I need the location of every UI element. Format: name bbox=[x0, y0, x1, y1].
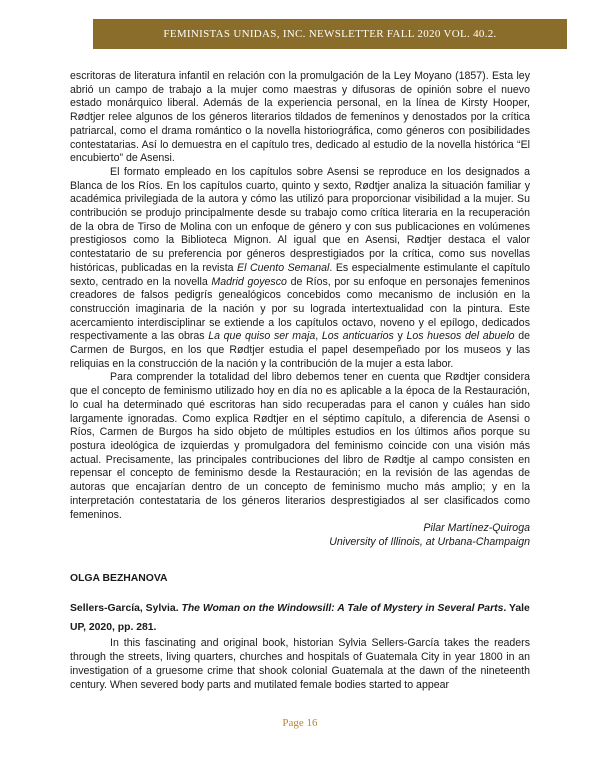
citation-title: The Woman on the Windowsill: A Tale of Mystery in Several Parts bbox=[181, 603, 504, 615]
paragraph-2-text-i: y bbox=[393, 330, 407, 343]
paragraph-1: escritoras de literatura infantil en relación con la promulgación de la Ley Moyano (1857). Esta ley abrió un campo de trabajo a la mujer como maestras y difusoras de opinión sobre el nuevo estado monárquico liberal. Además de la experiencia personal, en la línea de Kirsty Hooper, Rødtjer relee algunos de los géneros literarios tildados de femeninos y denostados por la crítica patriarcal, como el drama romántico o la novella historiográfica, como géneros con posibilidades contestatarias. Así lo demuestra en el capítulo tres, dedicado al estudio de la novella histórica “El encubierto” de Asensi. bbox=[70, 70, 530, 165]
page-number: Page 16 bbox=[282, 717, 318, 729]
page-body bbox=[70, 70, 530, 693]
book-citation bbox=[70, 599, 530, 637]
journal-title-el-cuento-semanal: El Cuento Semanal bbox=[237, 261, 330, 274]
work-title-madrid-goyesco: Madrid goyesco bbox=[211, 275, 287, 288]
newsletter-header-banner bbox=[93, 19, 567, 49]
paragraph-2-text-c: . Es especialmente estimulante el capítulo sexto, centrado en la novella bbox=[70, 261, 530, 288]
paragraph-3: Para comprender la totalidad del libro debemos tener en cuenta que Rødtjer considera que el concepto de feminismo utilizado hoy en día no es aplicable a la época de la Restauración, lo cual ha determinado qué escritoras han sido recuperadas para el canon y cuáles han sido largamente ignoradas. Como explica Rødtjer en el séptimo capítulo, a diferencia de Asensi o Ríos, Carmen de Burgos ha sido objeto de múltiples estudios en los últimos años porque su postura ideológica de izquierdas y promulgadora del feminismo coincide con una visión más actual. Precisamente, las principales contribuciones del libro de Rødtje al campo consisten en repensar el concepto de feminismo desde la Restauración; en la revisión de las agendas de autoras que encajarían dentro de un concepto de feminismo mucho más amplio; y en la interpretación contestataria de los géneros literarios desprestigiados al ser clasificados como femeninos. bbox=[70, 371, 530, 521]
work-title-los-huesos-del-abuelo: Los huesos del abuelo bbox=[406, 330, 515, 343]
paragraph-2-text-e: de Ríos, por su enfoque en personajes femeninos creadores de falsos pedigrís genealógicos concebidos como mecanismo de inclusión en la construcción imaginaria de la nación y por su lograda intertextualidad con la pintura. Este acercamiento interdisciplinar se extiende a los capítulos octavo, noveno y el epílogo, dedicados respectivamente a las obras bbox=[70, 275, 530, 343]
review-paragraph-1: In this fascinating and original book, historian Sylvia Sellers-García takes the readers through the streets, living quarters, churches and hospitals of Guatemala City in year 1800 in an investigation of a gruesome crime that shook colonial Guatemala at the dawn of the nineteenth century. When severed body parts and mutilated female bodies started to appear bbox=[70, 637, 530, 691]
work-title-la-que-quiso-ser-maja: La que quiso ser maja bbox=[208, 330, 316, 343]
signature-affiliation: University of Illinois, at Urbana-Champaign bbox=[329, 535, 530, 548]
work-title-los-anticuarios: Los anticuarios bbox=[321, 330, 394, 343]
paragraph-2-text-a: El formato empleado en los capítulos sobre Asensi se reproduce en los designados a Blanca de los Ríos. En los capítulos cuarto, quinto y sexto, Rødtjer analiza la situación familiar y académica privilegiada de la autora y cómo las utilizó para proporcionar visibilidad a la mujer. Su contribución se produjo principalmente desde su trabajo como crítica literaria en la recuperación de la obra de Tirso de Molina con un enfoque de género y con sus publicaciones en volúmenes prestigiosos como la Biblioteca Mignon. Al igual que en Asensi, Rødtjer destaca el valor contestatario de su preferencia por géneros desprestigiados por la crítica, como sus novellas históricas, publicadas en la revista bbox=[70, 165, 530, 274]
paragraph-2-text-g: , bbox=[315, 330, 322, 343]
newsletter-header-title: FEMINISTAS UNIDAS, INC. NEWSLETTER FALL 2020 VOL. 40.2. bbox=[163, 28, 497, 40]
citation-publisher: . Yale UP, 2020, pp. 281. bbox=[70, 603, 530, 634]
signature-name: Pilar Martínez-Quiroga bbox=[423, 522, 530, 535]
paragraph-2-text-k: de Carmen de Burgos, en los que Rødtjer estudia el papel desempeñado por los museos y las reliquias en la construcción de la nación y la contribución de la mujer a esta labor. bbox=[70, 330, 530, 370]
citation-author: Sellers-García, Sylvia. bbox=[70, 603, 182, 615]
reviewer-name: OLGA BEZHANOVA bbox=[70, 572, 168, 584]
paragraph-2 bbox=[70, 166, 530, 372]
